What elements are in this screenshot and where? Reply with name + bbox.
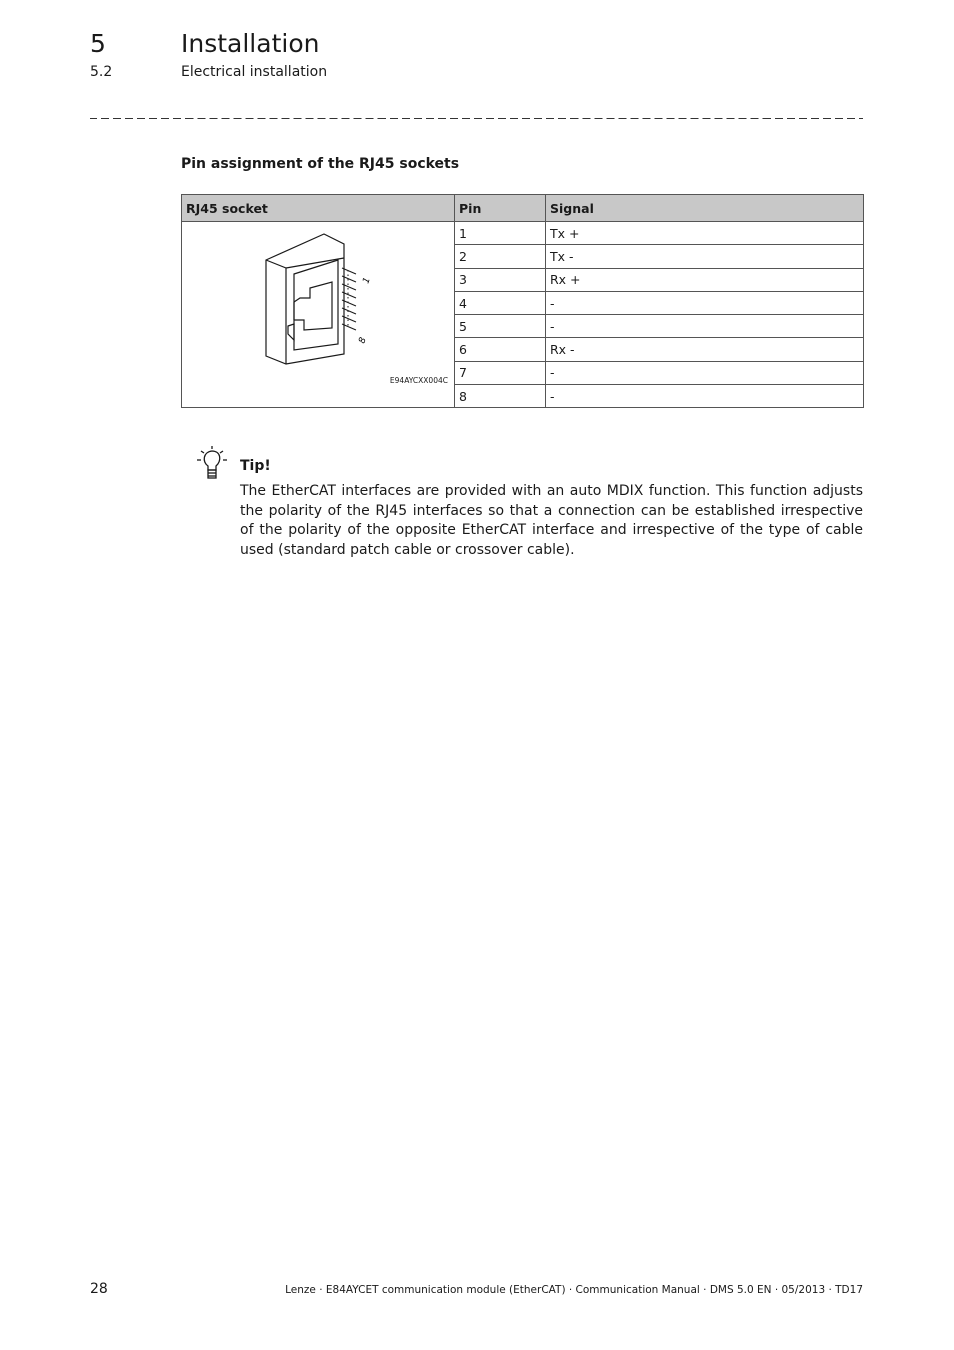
pin-cell: 5 <box>455 315 546 338</box>
pin-cell: 8 <box>455 385 546 408</box>
footer-text: Lenze · E84AYCET communication module (EtherCAT) · Communication Manual · DMS 5.0 EN · 05/2013 · TD17 <box>285 1284 863 1296</box>
pin-cell: 4 <box>455 291 546 314</box>
pin-cell: 3 <box>455 268 546 291</box>
pin-cell: 1 <box>455 222 546 245</box>
signal-cell: - <box>546 361 864 384</box>
signal-cell: Tx - <box>546 245 864 268</box>
section-heading: Pin assignment of the RJ45 sockets <box>181 156 460 172</box>
header-rj45-socket: RJ45 socket <box>182 195 455 222</box>
page-number: 28 <box>90 1281 108 1297</box>
tip-title: Tip! <box>240 458 271 474</box>
tip-body: The EtherCAT interfaces are provided with an auto MDIX function. This function adjusts the polarity of the RJ45 interfaces so that a connection can be established irrespective of the polarity of the opposite EtherCAT interface and irrespective of the type of cable used (standard patch cable or crossover cable). <box>240 483 863 558</box>
pin-label-8: 8 <box>357 336 369 346</box>
pin-cell: 7 <box>455 361 546 384</box>
signal-cell: Rx + <box>546 268 864 291</box>
signal-cell: - <box>546 291 864 314</box>
figure-code: E94AYCXX004C <box>389 376 448 386</box>
header-divider <box>90 118 863 119</box>
signal-cell: - <box>546 385 864 408</box>
pin-label-1: 1 <box>361 276 373 286</box>
header-signal: Signal <box>546 195 864 222</box>
pin-assignment-table <box>181 194 864 408</box>
signal-cell: Tx + <box>546 222 864 245</box>
rj45-socket-figure-cell <box>182 222 455 408</box>
signal-cell: Rx - <box>546 338 864 361</box>
chapter-title: Installation <box>181 29 320 58</box>
lightbulb-icon <box>196 446 232 480</box>
pin-cell: 6 <box>455 338 546 361</box>
pin-cell: 2 <box>455 245 546 268</box>
table-row <box>182 222 864 245</box>
chapter-number: 5 <box>90 29 106 58</box>
table-header-row <box>182 195 864 222</box>
header-pin: Pin <box>455 195 546 222</box>
section-number: 5.2 <box>90 64 113 80</box>
section-title: Electrical installation <box>181 64 328 80</box>
signal-cell: - <box>546 315 864 338</box>
